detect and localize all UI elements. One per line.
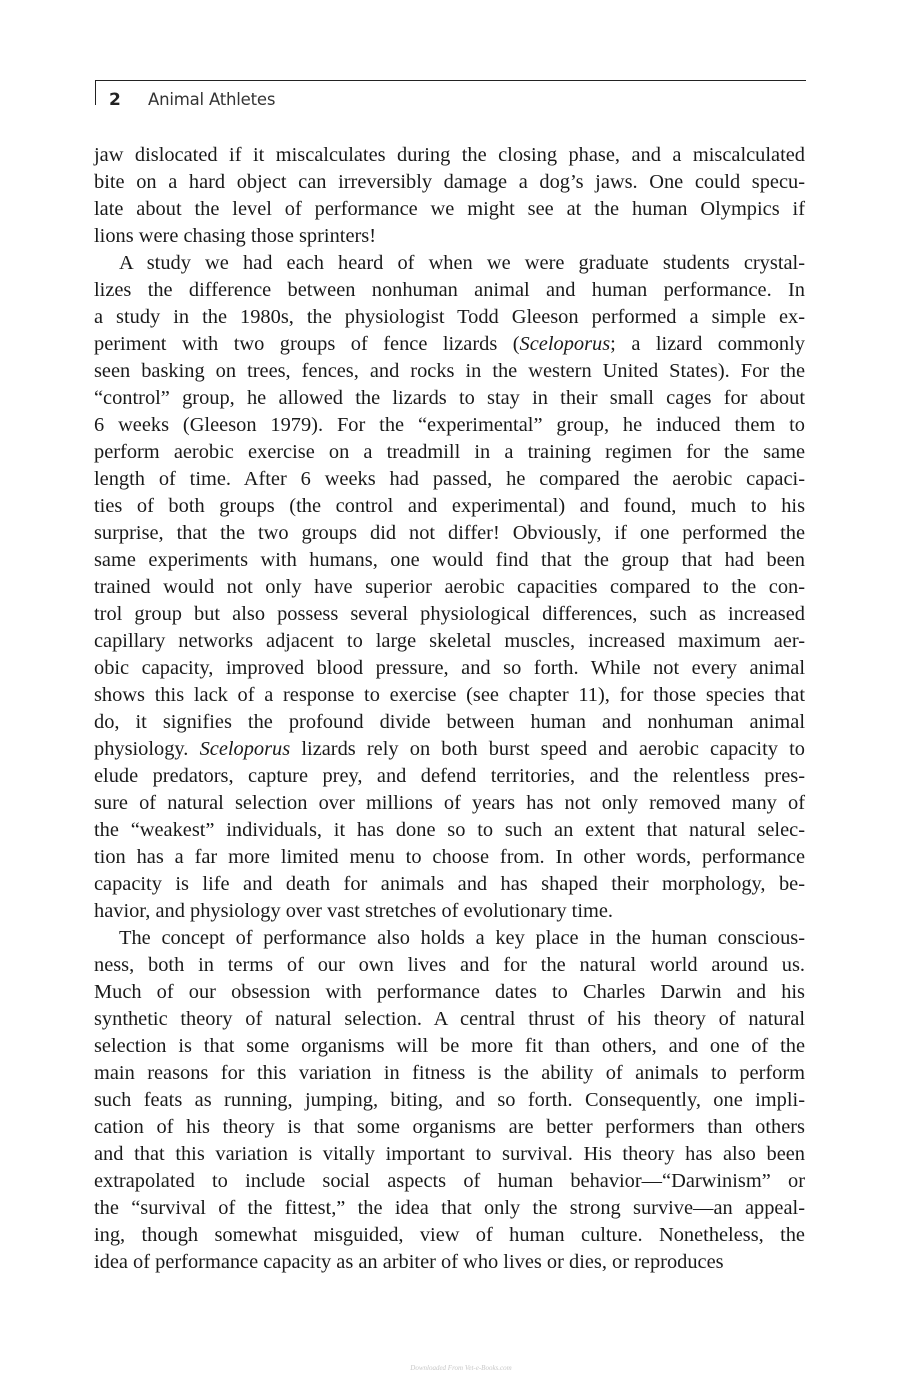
text-line bbox=[94, 547, 805, 574]
text-segment: jaw dislocated if it miscalculates during the closing phase, and a miscalculated bbox=[94, 144, 805, 166]
footer-watermark: Downloaded From Vet-e-Books.com bbox=[410, 1364, 512, 1372]
text-line bbox=[94, 1033, 805, 1060]
text-line bbox=[94, 439, 805, 466]
text-line bbox=[94, 1195, 805, 1222]
paragraph bbox=[94, 142, 805, 250]
text-segment: and that this variation is vitally important to survival. His theory has also been bbox=[94, 1143, 805, 1165]
running-title: Animal Athletes bbox=[148, 90, 276, 109]
text-segment: ties of both groups (the control and experimental) and found, much to his bbox=[94, 495, 805, 517]
text-line bbox=[94, 1006, 805, 1033]
text-segment: a study in the 1980s, the physiologist Todd Gleeson performed a simple ex- bbox=[94, 306, 805, 328]
text-line bbox=[94, 979, 805, 1006]
text-line bbox=[94, 952, 805, 979]
text-segment: such feats as running, jumping, biting, and so forth. Consequently, one impli- bbox=[94, 1089, 805, 1111]
text-segment: elude predators, capture prey, and defend territories, and the relentless pres- bbox=[94, 765, 805, 787]
text-line bbox=[94, 520, 805, 547]
text-segment: “control” group, he allowed the lizards to stay in their small cages for about bbox=[94, 387, 805, 409]
body-text bbox=[94, 142, 805, 1276]
text-segment: perform aerobic exercise on a treadmill in a training regimen for the same bbox=[94, 441, 805, 463]
text-segment: physiology. bbox=[94, 738, 200, 760]
text-line bbox=[94, 412, 805, 439]
text-line bbox=[94, 1087, 805, 1114]
text-line bbox=[94, 574, 805, 601]
text-line bbox=[94, 493, 805, 520]
text-segment: Much of our obsession with performance dates to Charles Darwin and his bbox=[94, 981, 805, 1003]
text-segment: lizes the difference between nonhuman animal and human performance. In bbox=[94, 279, 805, 301]
text-segment: ness, both in terms of our own lives and for the natural world around us. bbox=[94, 954, 805, 976]
text-line bbox=[94, 844, 805, 871]
text-segment: obic capacity, improved blood pressure, and so forth. While not every animal bbox=[94, 657, 805, 679]
text-segment: lions were chasing those sprinters! bbox=[94, 225, 377, 247]
text-segment: havior, and physiology over vast stretches of evolutionary time. bbox=[94, 900, 614, 922]
text-segment: main reasons for this variation in fitness is the ability of animals to perform bbox=[94, 1062, 805, 1084]
text-line bbox=[94, 682, 805, 709]
text-line bbox=[94, 709, 805, 736]
text-line bbox=[94, 1222, 805, 1249]
text-line bbox=[94, 277, 805, 304]
paragraph bbox=[94, 925, 805, 1276]
text-line bbox=[94, 1060, 805, 1087]
text-segment: ; a lizard commonly bbox=[610, 333, 805, 355]
text-segment: surprise, that the two groups did not differ! Obviously, if one performed the bbox=[94, 522, 805, 544]
text-line bbox=[94, 601, 805, 628]
text-segment: lizards rely on both burst speed and aerobic capacity to bbox=[290, 738, 805, 760]
text-segment: same experiments with humans, one would find that the group that had been bbox=[94, 549, 805, 571]
text-segment: tion has a far more limited menu to choose from. In other words, performance bbox=[94, 846, 805, 868]
text-line bbox=[94, 817, 805, 844]
text-line bbox=[94, 466, 805, 493]
text-segment: A study we had each heard of when we were graduate students crystal- bbox=[119, 252, 805, 274]
text-segment: shows this lack of a response to exercise (see chapter 11), for those species that bbox=[94, 684, 805, 706]
text-line bbox=[94, 385, 805, 412]
italic-term: Sceloporus bbox=[199, 738, 291, 760]
text-line bbox=[94, 790, 805, 817]
text-line bbox=[94, 1249, 805, 1276]
text-segment: selection is that some organisms will be more fit than others, and one of the bbox=[94, 1035, 805, 1057]
text-line bbox=[94, 1141, 805, 1168]
text-line bbox=[94, 763, 805, 790]
text-segment: length of time. After 6 weeks had passed, he compared the aerobic capaci- bbox=[94, 468, 805, 490]
text-segment: idea of performance capacity as an arbiter of who lives or dies, or reproduces bbox=[94, 1251, 724, 1273]
text-line bbox=[94, 925, 805, 952]
text-segment: extrapolated to include social aspects of human behavior—“Darwinism” or bbox=[94, 1170, 805, 1192]
text-line bbox=[94, 250, 805, 277]
text-segment: The concept of performance also holds a key place in the human conscious- bbox=[119, 927, 805, 949]
text-line bbox=[94, 871, 805, 898]
text-segment: bite on a hard object can irreversibly damage a dog’s jaws. One could specu- bbox=[94, 171, 805, 193]
text-line bbox=[94, 223, 805, 250]
text-segment: ing, though somewhat misguided, view of human culture. Nonetheless, the bbox=[94, 1224, 805, 1246]
italic-term: Sceloporus bbox=[519, 333, 611, 355]
text-segment: capillary networks adjacent to large skeletal muscles, increased maximum aer- bbox=[94, 630, 805, 652]
text-line bbox=[94, 142, 805, 169]
text-line bbox=[94, 1114, 805, 1141]
text-line bbox=[94, 628, 805, 655]
text-segment: cation of his theory is that some organisms are better performers than others bbox=[94, 1116, 805, 1138]
text-line bbox=[94, 169, 805, 196]
text-segment: late about the level of performance we might see at the human Olympics if bbox=[94, 198, 805, 220]
text-line bbox=[94, 331, 805, 358]
page-number: 2 bbox=[109, 90, 121, 110]
text-segment: periment with two groups of fence lizards ( bbox=[94, 333, 520, 355]
text-line bbox=[94, 304, 805, 331]
text-segment: synthetic theory of natural selection. A central thrust of his theory of natural bbox=[94, 1008, 805, 1030]
text-line bbox=[94, 736, 805, 763]
header-rule bbox=[95, 81, 96, 105]
text-segment: sure of natural selection over millions of years has not only removed many of bbox=[94, 792, 805, 814]
text-line bbox=[94, 358, 805, 385]
text-line bbox=[94, 1168, 805, 1195]
text-line bbox=[94, 898, 805, 925]
text-segment: the “survival of the fittest,” the idea that only the strong survive—an appeal- bbox=[94, 1197, 805, 1219]
text-segment: trained would not only have superior aerobic capacities compared to the con- bbox=[94, 576, 805, 598]
text-line bbox=[94, 655, 805, 682]
text-segment: seen basking on trees, fences, and rocks in the western United States). For the bbox=[94, 360, 805, 382]
text-segment: the “weakest” individuals, it has done so to such an extent that natural selec- bbox=[94, 819, 805, 841]
running-header bbox=[95, 80, 806, 110]
text-segment: trol group but also possess several physiological differences, such as increased bbox=[94, 603, 805, 625]
text-line bbox=[94, 196, 805, 223]
text-segment: capacity is life and death for animals and has shaped their morphology, be- bbox=[94, 873, 805, 895]
paragraph bbox=[94, 250, 805, 925]
text-segment: 6 weeks (Gleeson 1979). For the “experimental” group, he induced them to bbox=[94, 414, 805, 436]
text-segment: do, it signifies the profound divide between human and nonhuman animal bbox=[94, 711, 805, 733]
